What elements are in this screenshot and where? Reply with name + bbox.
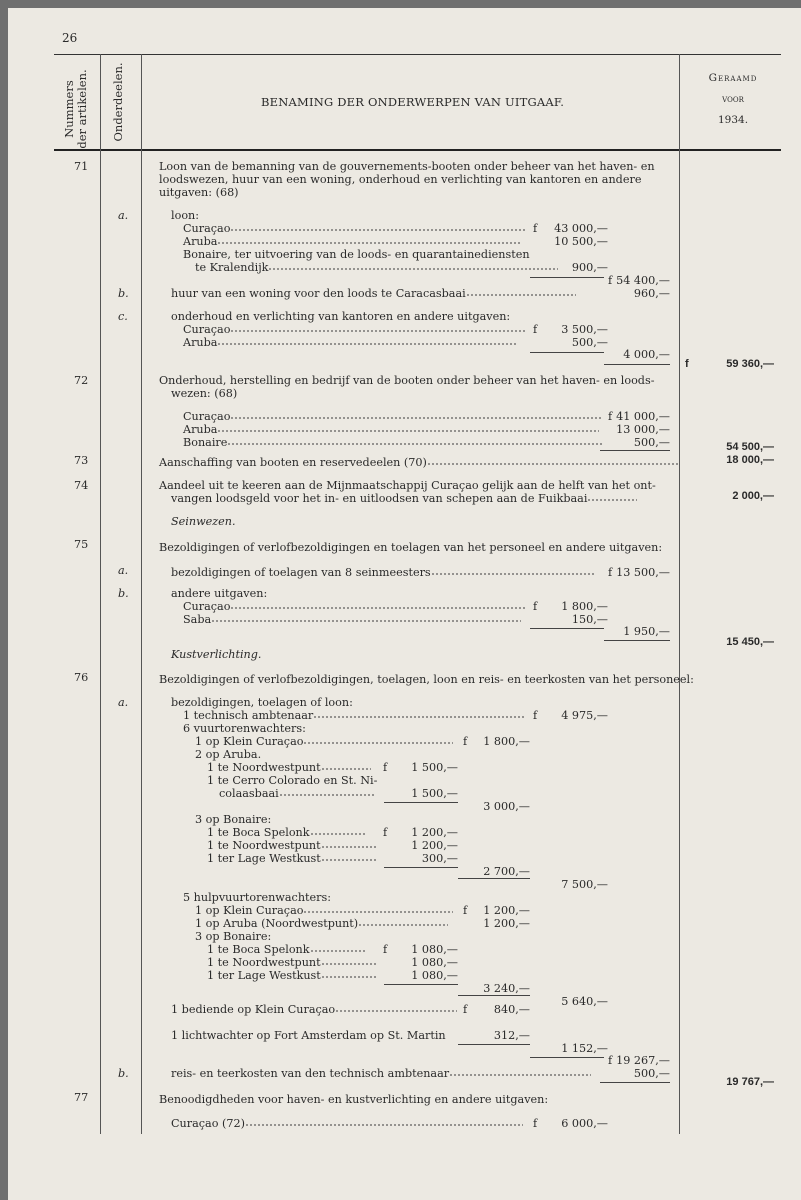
florin-sign: f <box>533 323 538 336</box>
amount: 500,— <box>633 1067 670 1080</box>
document-page <box>8 8 801 1200</box>
sum-rule <box>530 352 604 353</box>
sum-rule <box>458 995 530 996</box>
article-72-total: 54 500,— <box>726 441 774 453</box>
amount: 1 500,— <box>411 787 458 800</box>
line-item: vangen loodsgeld voor het in- en uitloodsen van schepen aan de Fuikbaai <box>171 492 637 505</box>
florin-sign: f <box>533 600 538 613</box>
sub-letter: a. <box>118 696 129 709</box>
article-71-total: 59 360,— <box>726 358 774 370</box>
article-77-text-line: Benoodigdheden voor haven- en kustverlichting en andere uitgaven: <box>159 1093 549 1106</box>
amount: 10 500,— <box>554 235 608 248</box>
florin-sign: f <box>533 709 538 722</box>
line-item: 1 op Aruba (Noordwestpunt) <box>195 917 448 930</box>
article-76-total: 19 767,— <box>726 1076 774 1088</box>
amount: 4 975,— <box>561 709 608 722</box>
amount: 41 000,— <box>616 410 670 423</box>
article-71-text-line: uitgaven: (68) <box>159 186 239 199</box>
col-sep-3 <box>679 54 680 1134</box>
amount: 1 080,— <box>411 969 458 982</box>
article-73-number: 73 <box>74 454 89 467</box>
header-top-rule <box>54 54 781 55</box>
line-item: 1 ter Lage Westkust <box>207 852 376 865</box>
line-item: 1 te Boca Spelonk <box>207 826 365 839</box>
amount: 500,— <box>571 336 608 349</box>
article-74-number: 74 <box>74 479 89 492</box>
line-item: 1 te Cerro Colorado en St. Ni- <box>207 774 378 787</box>
article-71-text-line: Loon van de bemanning van de gouvernements-booten onder beheer van het haven- en <box>159 160 655 173</box>
article-72-number: 72 <box>74 374 89 387</box>
sum-rule <box>530 277 604 278</box>
line-item: Aruba <box>183 423 599 436</box>
line-item: 1 lichtwachter op Fort Amsterdam op St. Martin <box>171 1029 446 1042</box>
sub-letter: a. <box>118 209 129 222</box>
florin-sign: f <box>608 410 613 423</box>
line-item: colaasbaai <box>219 787 374 800</box>
sum-rule <box>384 802 458 803</box>
amount: 840,— <box>493 1003 530 1016</box>
line-label: 3 op Bonaire: <box>195 813 272 826</box>
amount: 150,— <box>571 613 608 626</box>
line-label: 2 op Aruba. <box>195 748 262 761</box>
line-item: bezoldigingen of toelagen van 8 seinmeesters <box>171 566 596 579</box>
amount: 1 800,— <box>561 600 608 613</box>
amount: 19 267,— <box>616 1054 670 1067</box>
sum-rule <box>530 628 604 629</box>
florin-sign: f <box>463 1003 468 1016</box>
amount: 500,— <box>633 436 670 449</box>
amount: 1 152,— <box>561 1042 608 1055</box>
sum-rule <box>384 867 458 868</box>
line-item: Aruba <box>183 336 517 349</box>
sum-rule <box>458 1044 530 1045</box>
amount: 1 080,— <box>411 943 458 956</box>
amount: 900,— <box>571 261 608 274</box>
article-73-total: 18 000,— <box>726 454 774 466</box>
line-item: Saba <box>183 613 521 626</box>
line-item: Aanschaffing van booten en reservedeelen (70) <box>159 456 679 469</box>
amount: 300,— <box>421 852 458 865</box>
florin-sign: f <box>608 1054 613 1067</box>
line-label: 3 op Bonaire: <box>195 930 272 943</box>
amount: 43 000,— <box>554 222 608 235</box>
line-label: 5 hulpvuurtorenwachters: <box>183 891 331 904</box>
amount: 7 500,— <box>561 878 608 891</box>
line-item: 1 te Noordwestpunt <box>207 839 376 852</box>
amount: 3 000,— <box>483 800 530 813</box>
article-71-number: 71 <box>74 160 89 173</box>
amount: 6 000,— <box>561 1117 608 1130</box>
line-item: 1 bediende op Klein Curaçao <box>171 1003 457 1016</box>
line-label: andere uitgaven: <box>171 587 268 600</box>
amount: 5 640,— <box>561 995 608 1008</box>
sub-letter: a. <box>118 564 129 577</box>
header-bottom-rule <box>54 149 781 151</box>
article-76-number: 76 <box>74 671 89 684</box>
sum-rule <box>604 640 670 641</box>
amount: 1 500,— <box>411 761 458 774</box>
article-77-number: 77 <box>74 1091 89 1104</box>
sum-rule <box>458 878 530 879</box>
line-item: 1 op Klein Curaçao <box>195 735 453 748</box>
line-label: loon: <box>171 209 200 222</box>
article-76-text-line: Bezoldigingen of verlofbezoldigingen, toelagen, loon en reis- en teerkosten van het personeel: <box>159 673 694 686</box>
line-item: 1 technisch ambtenaar <box>183 709 525 722</box>
sub-letter: b. <box>118 587 129 600</box>
article-72-text-line: Onderhoud, herstelling en bedrijf van de booten onder beheer van het haven- en loods- <box>159 374 655 387</box>
amount: 13 000,— <box>616 423 670 436</box>
sum-rule <box>600 450 670 451</box>
amount: 1 200,— <box>411 839 458 852</box>
florin-sign: f <box>463 735 468 748</box>
amount: 1 950,— <box>623 625 670 638</box>
amount: 1 800,— <box>483 735 530 748</box>
line-item: 1 te Noordwestpunt <box>207 956 376 969</box>
article-74-total: 2 000,— <box>732 490 774 502</box>
line-label: bezoldigingen, toelagen of loon: <box>171 696 353 709</box>
amount: 4 000,— <box>623 348 670 361</box>
article-72-text-line: wezen: (68) <box>171 387 238 400</box>
florin-sign: f <box>685 358 689 370</box>
florin-sign: f <box>608 566 613 579</box>
florin-sign: f <box>463 904 468 917</box>
florin-sign: f <box>383 826 388 839</box>
article-71-text-line: loodswezen, huur van een woning, onderhoud en verlichting van kantoren en andere <box>159 173 642 186</box>
florin-sign: f <box>533 1117 538 1130</box>
amount: 1 080,— <box>411 956 458 969</box>
header-sub: Onderdeelen. <box>111 62 125 142</box>
florin-sign: f <box>533 222 538 235</box>
header-amount: Geraamd voor 1934. <box>708 72 758 126</box>
line-item: huur van een woning voor den loods te Caracasbaai <box>171 287 576 300</box>
line-label: onderhoud en verlichting van kantoren en andere uitgaven: <box>171 310 511 323</box>
amount: 312,— <box>493 1029 530 1042</box>
sum-rule <box>530 1057 604 1058</box>
amount: 960,— <box>633 287 670 300</box>
amount: 1 200,— <box>483 904 530 917</box>
header-articles: Nummers der artikelen. <box>62 69 89 149</box>
sub-letter: c. <box>118 310 128 323</box>
col-sep-1 <box>100 54 101 1134</box>
line-item: Curaçao <box>183 600 527 613</box>
sub-letter: b. <box>118 287 129 300</box>
article-75-number: 75 <box>74 538 89 551</box>
line-item: Curaçao <box>183 222 525 235</box>
line-item: Curaçao (72) <box>171 1117 523 1130</box>
florin-sign: f <box>383 943 388 956</box>
sub-letter: b. <box>118 1067 129 1080</box>
article-74-text-line: Aandeel uit te keeren aan de Mijnmaatschappij Curaçao gelijk aan de helft van het ont- <box>159 479 656 492</box>
line-item: Curaçao <box>183 410 602 423</box>
article-75-total: 15 450,— <box>726 636 774 648</box>
line-item: te Kralendijk <box>195 261 558 274</box>
line-item: Curaçao <box>183 323 525 336</box>
amount: 3 500,— <box>561 323 608 336</box>
article-75-text-line: Bezoldigingen of verlofbezoldigingen en toelagen van het personeel en andere uitgaven: <box>159 541 663 554</box>
header-title: BENAMING DER ONDERWERPEN VAN UITGAAF. <box>261 95 565 109</box>
sum-rule <box>600 1082 670 1083</box>
line-item: 1 op Klein Curaçao <box>195 904 453 917</box>
line-item: 1 te Boca Spelonk <box>207 943 365 956</box>
amount: 2 700,— <box>483 865 530 878</box>
amount: 1 200,— <box>483 917 530 930</box>
amount: 54 400,— <box>616 274 670 287</box>
line-item: 1 te Noordwestpunt <box>207 761 371 774</box>
line-item: reis- en teerkosten van den technisch ambtenaar <box>171 1067 591 1080</box>
sum-rule <box>384 984 458 985</box>
amount: 3 240,— <box>483 982 530 995</box>
amount: 1 200,— <box>411 826 458 839</box>
col-sep-2 <box>141 54 142 1134</box>
line-label: 6 vuurtorenwachters: <box>183 722 306 735</box>
amount: 13 500,— <box>616 566 670 579</box>
florin-sign: f <box>608 274 613 287</box>
line-item: 1 ter Lage Westkust <box>207 969 376 982</box>
section-heading-kustverlichting: Kustverlichting. <box>171 648 262 661</box>
line-item: Bonaire, ter uitvoering van de loods- en quarantainediensten <box>183 248 530 261</box>
sum-rule <box>604 364 670 365</box>
line-item: Bonaire <box>183 436 602 449</box>
florin-sign: f <box>383 761 388 774</box>
line-item: Aruba <box>183 235 522 248</box>
section-heading-seinwezen: Seinwezen. <box>171 515 236 528</box>
page-number: 26 <box>62 31 78 45</box>
